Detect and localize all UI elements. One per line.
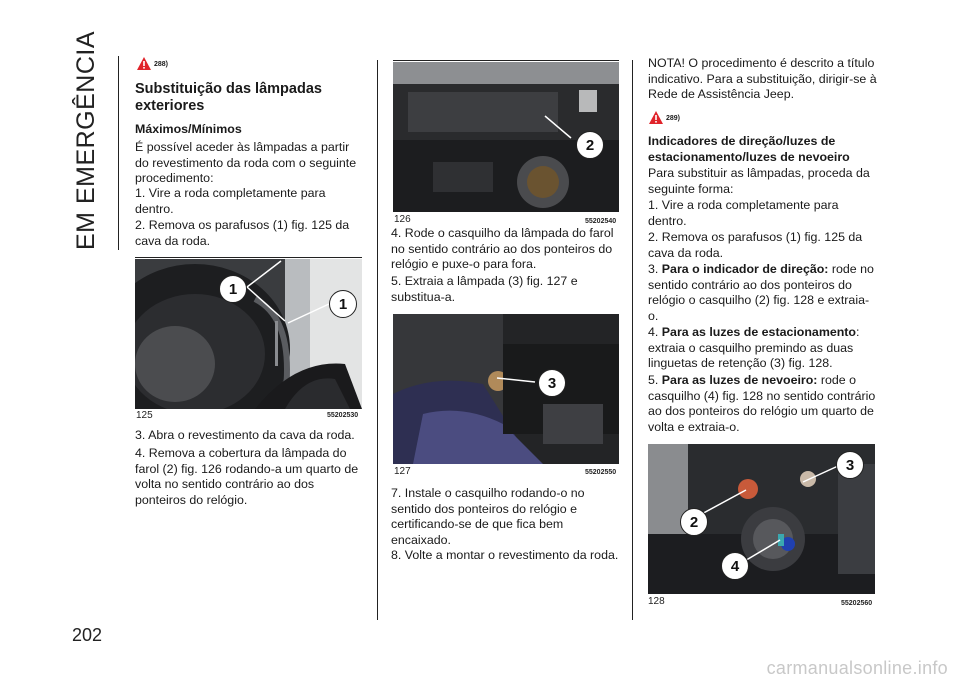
- step-number: 3.: [648, 262, 659, 276]
- paragraph: [648, 373, 878, 435]
- step-label: Para as luzes de nevoeiro:: [661, 373, 818, 387]
- step-label: Para as luzes de estacionamento: [661, 325, 856, 339]
- paragraph: [648, 325, 878, 372]
- paragraph: 7. Instale o casquilho rodando-o no sentido dos ponteiros do relógio e certificando-se de que fica bem encaixado.: [391, 486, 585, 547]
- chapter-title-text: EM EMERGÊNCIA: [72, 30, 100, 250]
- figure-callout: 2: [680, 508, 708, 536]
- paragraph: [648, 262, 878, 324]
- watermark: carmanualsonline.info: [766, 658, 948, 678]
- paragraph: 4. Rode o casquilho da lâmpada do farol no sentido contrário ao dos ponteiros do relógio e puxe-o para fora.: [391, 226, 614, 272]
- warning-ref-label: 288): [154, 61, 169, 68]
- figure-callout: 2: [576, 131, 604, 159]
- step-text: rode o casquilho (4) fig. 128 no sentido contrário ao dos ponteiros do relógio um quarto de volta e extraia-o.: [648, 373, 876, 434]
- warning-ref-label: 289): [666, 115, 681, 122]
- step-text: : extraia o casquilho premindo as duas linguetas de retenção (3) fig. 128.: [648, 325, 860, 371]
- column-divider: [632, 60, 633, 620]
- figure-callout: 1: [219, 275, 247, 303]
- paragraph: 8. Volte a montar o revestimento da roda.: [391, 548, 619, 562]
- step-number: 4.: [648, 325, 659, 339]
- chapter-title: [72, 30, 112, 250]
- figure-callout: 1: [329, 290, 357, 318]
- figure-code: 55202530: [327, 412, 359, 419]
- page-number: 202: [72, 625, 103, 645]
- paragraph: NOTA! O procedimento é descrito a título indicativo. Para a substituição, dirigir-se à Rede de Assistência Jeep.: [648, 56, 877, 102]
- side-divider: [118, 56, 119, 250]
- figure-rule: [135, 257, 362, 258]
- warning-icon: [136, 56, 152, 71]
- figure-125-leaders: [135, 259, 362, 409]
- paragraph: Para substituir as lâmpadas, proceda da seguinte forma:: [648, 166, 870, 196]
- figure-number: 128: [648, 596, 665, 607]
- figure-code: 55202550: [585, 469, 617, 476]
- paragraph: 2. Remova os parafusos (1) fig. 125 da cava da roda.: [648, 230, 863, 260]
- paragraph: 4. Remova a cobertura da lâmpada do farol (2) fig. 126 rodando-a um quarto de volta no sentido contrário ao dos ponteiros do relógio.: [135, 446, 359, 507]
- warning-icon: [648, 110, 664, 125]
- column-divider: [377, 60, 378, 620]
- paragraph: 1. Vire a roda completamente para dentro.: [135, 186, 326, 216]
- figure-rule: [393, 60, 619, 61]
- paragraph: É possível aceder às lâmpadas a partir do revestimento da roda com o seguinte procedimento:: [135, 140, 357, 186]
- warning-reference: [648, 110, 680, 125]
- figure-number: 127: [394, 466, 411, 477]
- paragraph: 1. Vire a roda completamente para dentro.: [648, 198, 839, 228]
- figure-number: 125: [136, 410, 153, 421]
- subheading: Máximos/Mínimos: [135, 122, 242, 136]
- step-text: rode no sentido contrário ao dos ponteiros do relógio o casquilho (2) fig. 128 e extraia-o.: [648, 262, 874, 323]
- paragraph: 3. Abra o revestimento da cava da roda.: [135, 428, 355, 442]
- paragraph: 2. Remova os parafusos (1) fig. 125 da cava da roda.: [135, 218, 350, 248]
- figure-callout: 3: [538, 369, 566, 397]
- figure-callout: 4: [721, 552, 749, 580]
- figure-code: 55202540: [585, 218, 617, 225]
- step-label: Para o indicador de direção:: [661, 262, 829, 276]
- figure-code: 55202560: [841, 600, 873, 607]
- figure-127-leader: [393, 314, 619, 464]
- figure-callout: 3: [836, 451, 864, 479]
- step-number: 5.: [648, 373, 659, 387]
- subheading: Indicadores de direção/luzes de estacionamento/luzes de nevoeiro: [648, 134, 850, 164]
- warning-reference: [136, 56, 168, 71]
- figure-number: 126: [394, 214, 411, 225]
- section-heading: Substituição das lâmpadas exteriores: [135, 81, 322, 114]
- paragraph: 5. Extraia a lâmpada (3) fig. 127 e substitua-a.: [391, 274, 578, 304]
